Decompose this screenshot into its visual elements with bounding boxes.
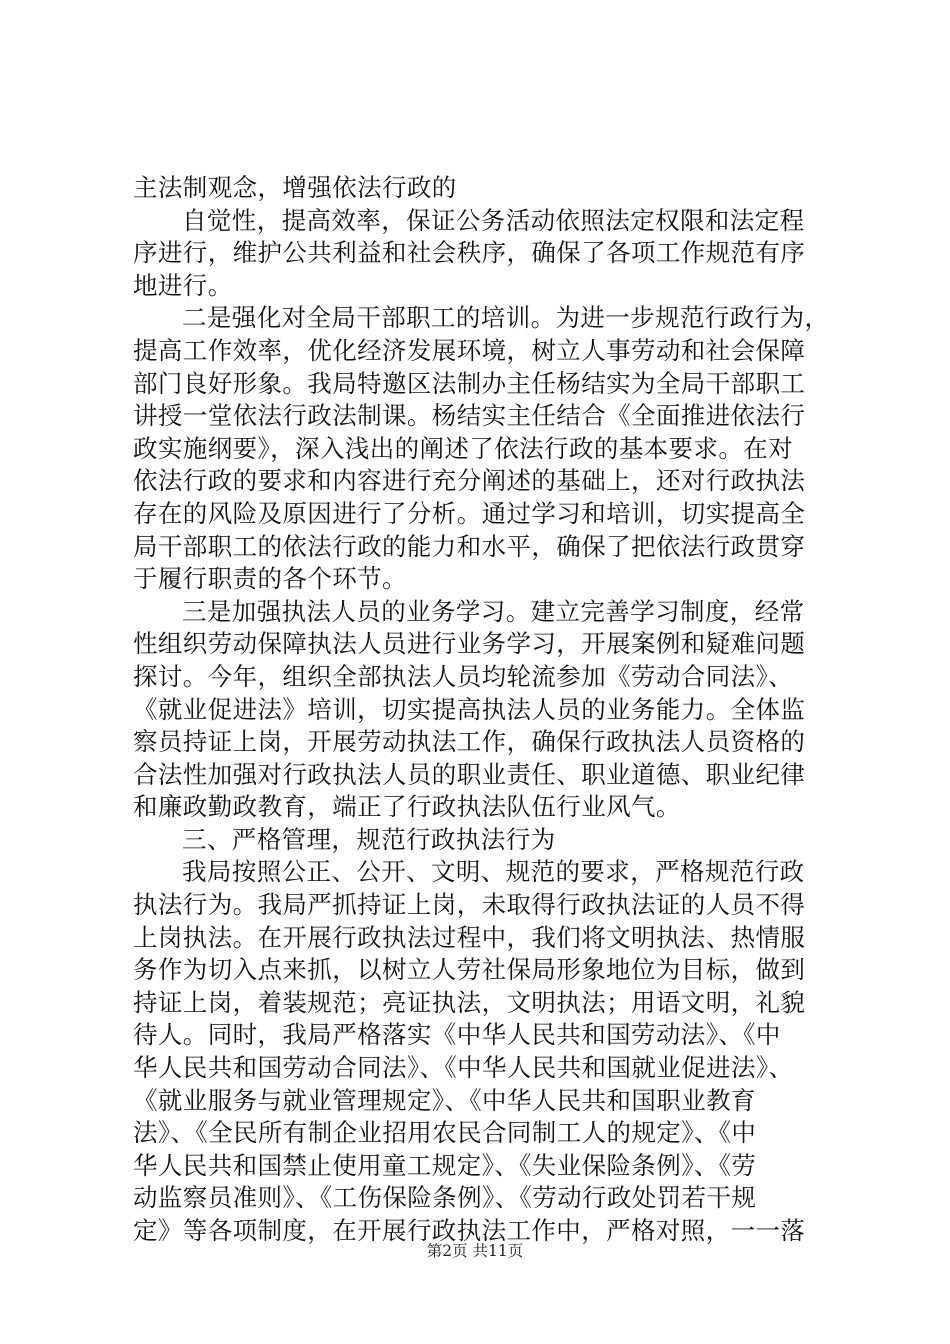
page-number: 第2页 共11页 [426,1242,524,1260]
text-line: 于履行职责的各个环节。 [133,564,407,594]
text-line: 三是加强执法人员的业务学习。建立完善学习制度，经常 [182,596,805,626]
text-line: 持证上岗，着装规范；亮证执法，文明执法；用语文明，礼貌 [133,987,806,1017]
text-line: 探讨。今年，组织全部执法人员均轮流参加《劳动合同法》、 [133,661,794,691]
text-line: 政实施纲要》，深入浅出的阐述了依法行政的基本要求。在对 [133,433,794,463]
text-line: 主法制观念，增强依法行政的 [133,173,457,202]
text-line: 务作为切入点来抓，以树立人劳社保局形象地位为目标，做到 [133,955,806,985]
text-line: 三、严格管理，规范行政执法行为 [182,824,556,854]
text-line: 序进行，维护公共利益和社会秩序，确保了各项工作规范有序 [133,238,806,268]
text-line: 法》、《全民所有制企业招用农民合同制工人的规定》、《中 [133,1118,757,1148]
text-line: 动监察员准则》、《工伤保险条例》、《劳动行政处罚若干规 [133,1183,757,1213]
text-line: 局干部职工的依法行政的能力和水平，确保了把依法行政贯穿 [133,531,806,561]
text-line: 存在的风险及原因进行了分析。通过学习和培训，切实提高全 [133,498,806,528]
page-footer [0,1239,950,1261]
text-line: 地进行。 [133,270,233,300]
text-line: 和廉政勤政教育，端正了行政执法队伍行业风气。 [133,792,681,822]
text-line: 讲授一堂依法行政法制课。杨结实主任结合《全面推进依法行 [133,401,806,431]
text-line: 合法性加强对行政执法人员的职业责任、职业道德、职业纪律 [133,759,806,789]
text-line: 定》等各项制度，在开展行政执法工作中，严格对照，一一落 [133,1216,806,1245]
text-line: 执法行为。我局严抓持证上岗，未取得行政执法证的人员不得 [133,890,806,920]
text-line: 部门良好形象。我局特邀区法制办主任杨结实为全局干部职工 [133,368,806,398]
text-line: 自觉性，提高效率，保证公务活动依照法定权限和法定程 [182,205,805,235]
text-line: 性组织劳动保障执法人员进行业务学习，开展案例和疑难问题 [133,629,806,659]
text-line: 华人民共和国劳动合同法》、《中华人民共和国就业促进法》、 [133,1053,794,1083]
text-line: 华人民共和国禁止使用童工规定》、《失业保险条例》、《劳 [133,1150,757,1180]
text-line: 提高工作效率，优化经济发展环境，树立人事劳动和社会保障 [133,335,806,365]
text-line: 察员持证上岗，开展劳动执法工作，确保行政执法人员资格的 [133,727,806,757]
text-line: 《就业促进法》培训，切实提高执法人员的业务能力。全体监 [133,694,806,724]
text-line: 待人。同时，我局严格落实《中华人民共和国劳动法》、《中 [133,1020,781,1050]
text-line: 依法行政的要求和内容进行充分阐述的基础上，还对行政执法 [133,466,806,496]
text-line: 上岗执法。在开展行政执法过程中，我们将文明执法、热情服 [133,922,806,952]
document-body [133,172,833,1248]
text-line: 《就业服务与就业管理规定》、《中华人民共和国职业教育 [133,1085,756,1115]
text-line: 二是强化对全局干部职工的培训。为进一步规范行政行为， [182,303,830,333]
text-line: 我局按照公正、公开、文明、规范的要求，严格规范行政 [182,857,805,887]
